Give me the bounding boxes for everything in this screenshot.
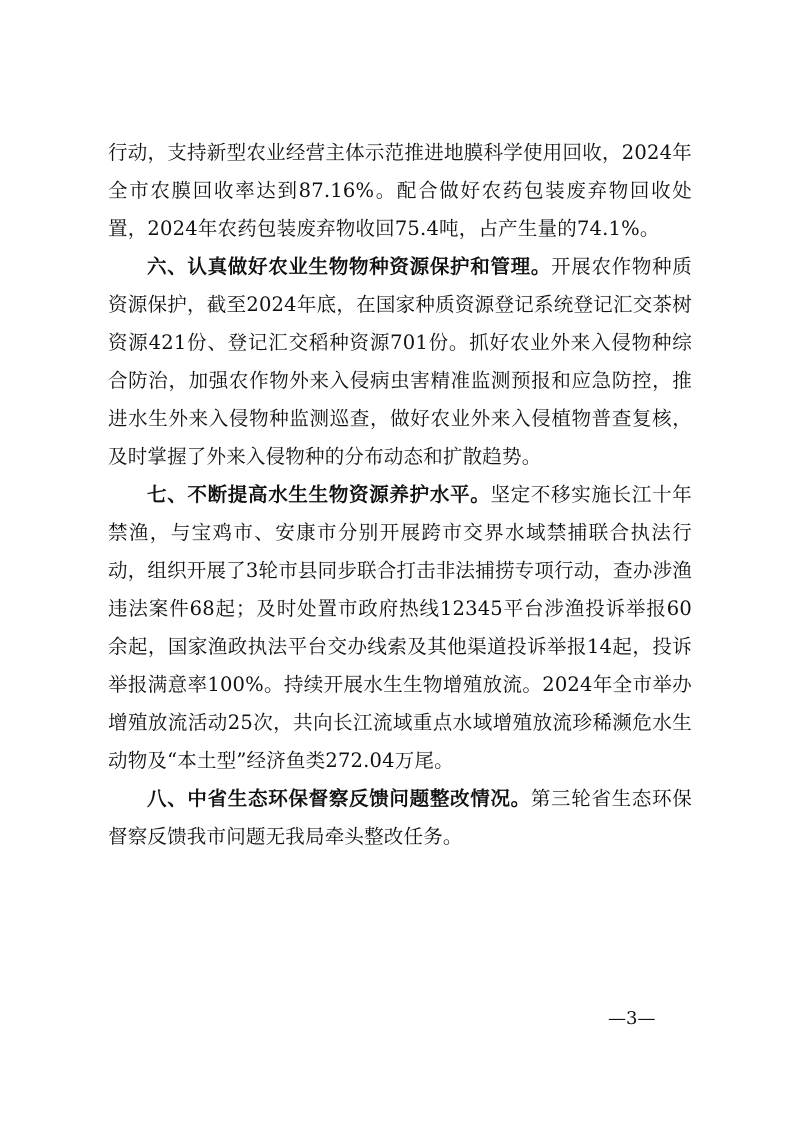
paragraph-text: 坚定不移实施长江十年禁渔，与宝鸡市、安康市分别开展跨市交界水域禁捕联合执法行动，组织开展了3轮市县同步联合打击非法捕捞专项行动，查办涉渔违法案件68起；及时处置市政府热线12345平台涉渔投诉举报60余起，国家渔政执法平台交办线索及其他渠道投诉举报14起，投诉举报满意率100%。持续开展水生生物增殖放流。2024年全市举办增殖放流活动25次，共向长江流域重点水域增殖放流珍稀濒危水生动物及“本土型”经济鱼类272.04万尾。 xyxy=(108,483,692,772)
paragraph-section-6 xyxy=(108,248,692,476)
paragraph-section-7 xyxy=(108,476,692,780)
section-heading: 八、中省生态环保督察反馈问题整改情况。 xyxy=(147,787,531,810)
document-body xyxy=(108,134,692,856)
page-number: —3— xyxy=(608,1008,656,1029)
section-heading: 六、认真做好农业生物物种资源保护和管理。 xyxy=(147,255,552,278)
paragraph-text: 开展农作物种质资源保护，截至2024年底，在国家种质资源登记系统登记汇交茶树资源421份、登记汇交稻种资源701份。抓好农业外来入侵物种综合防治，加强农作物外来入侵病虫害精准监测预报和应急防控，推进水生外来入侵物种监测巡查，做好农业外来入侵植物普查复核，及时掌握了外来入侵物种的分布动态和扩散趋势。 xyxy=(108,255,692,468)
paragraph-text: 第三轮省生态环保督察反馈我市问题无我局牵头整改任务。 xyxy=(108,787,692,848)
paragraph-continuation xyxy=(108,134,692,248)
paragraph-text: 行动，支持新型农业经营主体示范推进地膜科学使用回收，2024年全市农膜回收率达到87.16%。配合做好农药包装废弃物回收处置，2024年农药包装废弃物收回75.4吨，占产生量的74.1%。 xyxy=(108,141,692,240)
paragraph-section-8 xyxy=(108,780,692,856)
section-heading: 七、不断提高水生生物资源养护水平。 xyxy=(147,483,491,506)
